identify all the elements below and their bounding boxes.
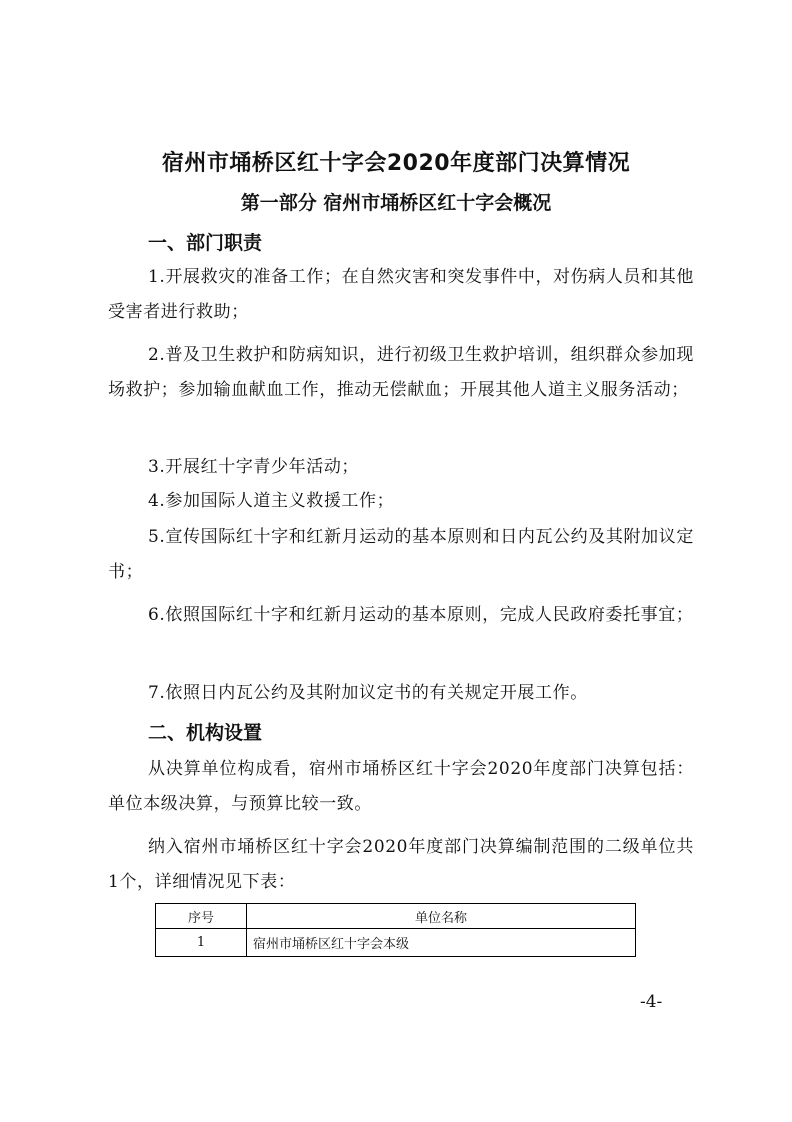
table-cell-seq: 1 (156, 929, 247, 957)
document-title: 宿州市埇桥区红十字会2020年度部门决算情况 (161, 151, 631, 176)
table-header-unit-name: 单位名称 (247, 904, 636, 929)
duty-item: 3.开展红十字青少年活动； (148, 457, 360, 477)
table-header-row (156, 904, 636, 929)
duty-item: 5.宣传国际红十字和红新月运动的基本原则和日内瓦公约及其附加议定书； (108, 527, 694, 582)
section-heading-organization: 二、机构设置 (148, 722, 263, 744)
duty-item: 1.开展救灾的准备工作；在自然灾害和突发事件中，对伤病人员和其他受害者进行救助； (108, 267, 694, 322)
duty-item: 7.依照日内瓦公约及其附加议定书的有关规定开展工作。 (148, 683, 588, 703)
duty-item: 6.依照国际红十字和红新月运动的基本原则，完成人民政府委托事宜； (148, 605, 694, 625)
part-subtitle: 第一部分 宿州市埇桥区红十字会概况 (240, 192, 552, 214)
section-heading-duties: 一、部门职责 (148, 232, 263, 254)
duty-item: 4.参加国际人道主义救援工作； (148, 491, 395, 511)
unit-table (155, 903, 636, 957)
organization-paragraph: 从决算单位构成看，宿州市埇桥区红十字会2020年度部门决算包括：单位本级决算，与预算比较一致。 (108, 759, 694, 814)
duty-item: 2.普及卫生救护和防病知识，进行初级卫生救护培训，组织群众参加现场救护；参加输血献血工作，推动无偿献血；开展其他人道主义服务活动； (108, 345, 694, 400)
organization-paragraph: 纳入宿州市埇桥区红十字会2020年度部门决算编制范围的二级单位共1个，详细情况见下表： (108, 837, 694, 892)
table-cell-unit-name: 宿州市埇桥区红十字会本级 (247, 929, 636, 957)
table-row (156, 929, 636, 957)
table-header-seq: 序号 (156, 904, 247, 929)
page-number: -4- (640, 992, 663, 1012)
